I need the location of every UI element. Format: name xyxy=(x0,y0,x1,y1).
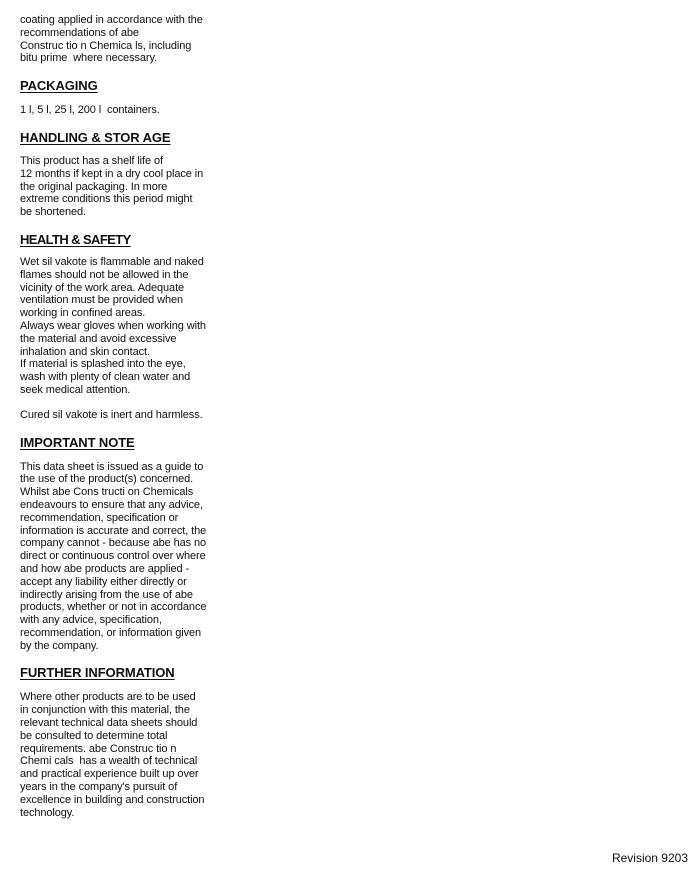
important-note-paragraph: This data sheet is issued as a guide to the use of the product(s) concerned. Whilst abe Cons tructi on Chemicals endeavours to ensure that any advice, recommendation, specification or information is accurate and correct, the company cannot - because abe has no direct or continuous control over where and how abe products are applied - accept any liability either directly or indirectly arising from the use of abe products, whether or not in accordance with any advice, specification, recommendation, or information given by the company. xyxy=(20,460,207,652)
packaging-paragraph: 1 l, 5 l, 25 l, 200 l containers. xyxy=(20,104,160,117)
heading-further-information: FURTHER INFORMATION xyxy=(20,665,175,681)
further-information-paragraph: Where other products are to be used in conjunction with this material, the relevant technical data sheets should be consulted to determine total requirements. abe Construc tio n Chemi cals has a wealth of technical and practical experience built up over years in the company's pursuit of excellence in building and construction technology. xyxy=(20,691,205,819)
heading-important-note: IMPORTANT NOTE xyxy=(20,434,135,450)
heading-handling-storage: HANDLING & STOR AGE xyxy=(20,129,171,145)
health-safety-cured-paragraph: Cured sil vakote is inert and harmless. xyxy=(20,408,203,421)
revision-label: Revision 9203 xyxy=(611,851,688,865)
intro-paragraph: coating applied in accordance with the recommendations of abe Construc tio n Chemica ls, including bitu prime where necessary. xyxy=(20,14,203,65)
heading-health-safety: HEALTH & SAFETY xyxy=(20,231,131,247)
document-column xyxy=(20,14,220,819)
handling-storage-paragraph: This product has a shelf life of 12 months if kept in a dry cool place in the original packaging. In more extreme conditions this period might be shortened. xyxy=(20,154,204,219)
health-safety-paragraph: Wet sil vakote is flammable and naked flames should not be allowed in the vicinity of the work area. Adequate ventilation must be provided when working in confined areas. Always wear gloves when working with the material and avoid excessive inhalation and skin contact. If material is splashed into the eye, wash with plenty of clean water and seek medical attention. xyxy=(20,255,206,396)
heading-packaging: PACKAGING xyxy=(20,78,98,94)
